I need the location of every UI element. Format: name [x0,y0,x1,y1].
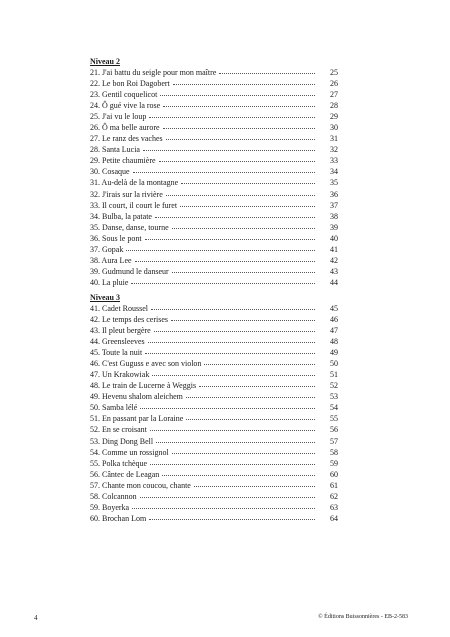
dot-leader [172,451,315,454]
toc-entry [90,100,338,111]
entry-title: 29. Petite chaumière [90,156,156,166]
entry-title: 58. Colcannon [90,491,137,501]
dot-leader [219,71,315,74]
dot-leader [160,93,315,96]
entry-page-number: 44 [330,277,338,287]
dot-leader [186,417,315,420]
copyright-notice: © Éditions Buissonnières - EB-2-583 [318,614,408,620]
toc-entry [90,491,338,502]
entry-page-number: 41 [330,244,338,254]
toc-entry [90,166,338,177]
entry-title: 54. Comme un rossignol [90,447,169,457]
entry-title: 30. Cosaque [90,167,130,177]
entry-page-number: 57 [330,436,338,446]
entry-title: 31. Au-delà de la montagne [90,178,179,188]
dot-leader [132,506,315,509]
toc-entry [90,336,338,347]
dot-leader [131,281,315,284]
dot-leader [199,384,315,387]
entry-page-number: 59 [330,458,338,468]
toc-entry [90,347,338,358]
entry-page-number: 27 [330,90,338,100]
table-of-contents [90,56,338,524]
toc-entry [90,480,338,491]
entry-title: 21. J'ai battu du seigle pour mon maître [90,68,217,77]
entry-title: 24. Ô gué vive la rose [90,101,161,111]
entry-page-number: 43 [330,266,338,276]
entry-page-number: 45 [330,303,338,313]
toc-entry [90,133,338,144]
entry-title: 50. Samba lélé [90,403,138,413]
dot-leader [150,428,315,431]
entry-title: 40. La pluie [90,277,129,287]
toc-entry [90,513,338,524]
entry-title: 43. Il pleut bergère [90,326,151,336]
dot-leader [194,484,315,487]
entry-title: 41. Cadet Roussel [90,303,148,313]
entry-title: 34. Bulba, la patate [90,211,152,221]
section-heading: Niveau 3 [90,292,120,302]
page-footer [34,614,408,622]
entry-title: 55. Polka tchèque [90,458,148,468]
entry-title: 44. Greensleeves [90,337,145,347]
dot-leader [163,126,315,129]
entry-page-number: 26 [330,79,338,89]
dot-leader [159,159,315,162]
page-number: 4 [34,614,38,622]
toc-entry [90,244,338,255]
dot-leader [204,362,315,365]
dot-leader [155,215,315,218]
entry-title: 25. J'ai vu le loup [90,112,147,122]
entry-title: 35. Danse, danse, tourne [90,222,169,232]
toc-entry [90,67,338,78]
dot-leader [140,406,315,409]
dot-leader [143,148,315,151]
entry-page-number: 29 [330,112,338,122]
entry-page-number: 51 [330,370,338,380]
entry-title: 51. En passant par la Loraine [90,414,184,424]
toc-entry [90,502,338,513]
entry-title: 57. Chante mon coucou, chante [90,480,191,490]
entry-title: 27. Le ranz des vaches [90,134,163,144]
entry-page-number: 37 [330,200,338,210]
entry-page-number: 49 [330,348,338,358]
entry-page-number: 47 [330,326,338,336]
toc-entry [90,458,338,469]
entry-title: 53. Ding Dong Bell [90,436,154,446]
entry-title: 39. Gudmund le danseur [90,266,169,276]
toc-entry [90,314,338,325]
toc-entry [90,413,338,424]
entry-title: 38. Aura Lee [90,255,132,265]
dot-leader [156,440,315,443]
entry-title: 56. Cântec de Leagan [90,469,160,479]
entry-title: 45. Toute la nuit [90,348,143,358]
dot-leader [133,170,315,173]
entry-title: 49. Hevenu shalom aleichem [90,392,183,402]
entry-page-number: 64 [330,513,338,523]
entry-page-number: 34 [330,167,338,177]
entry-page-number: 32 [330,145,338,155]
toc-entry [90,89,338,100]
toc-entry [90,211,338,222]
toc-entry [90,391,338,402]
dot-leader [148,340,315,343]
entry-title: 59. Boyerka [90,502,130,512]
entry-page-number: 60 [330,469,338,479]
dot-leader [166,137,315,140]
entry-page-number: 31 [330,134,338,144]
entry-page-number: 28 [330,101,338,111]
entry-title: 23. Gentil coquelicot [90,90,158,100]
entry-page-number: 30 [330,123,338,133]
toc-entry [90,144,338,155]
dot-leader [149,517,315,520]
entry-page-number: 42 [330,255,338,265]
entry-title: 48. Le train de Lucerne à Weggis [90,381,197,391]
entry-page-number: 53 [330,392,338,402]
entry-list [90,303,338,524]
entry-page-number: 25 [330,68,338,77]
entry-title: 32. J'irais sur la rivière [90,189,163,199]
entry-page-number: 61 [330,480,338,490]
dot-leader [172,226,315,229]
entry-title: 42. Le temps des cerises [90,314,168,324]
toc-entry [90,358,338,369]
entry-title: 52. En se croisant [90,425,147,435]
entry-page-number: 38 [330,211,338,221]
toc-entry [90,122,338,133]
toc-entry [90,177,338,188]
toc-entry [90,402,338,413]
toc-entry [90,303,338,314]
entry-page-number: 54 [330,403,338,413]
dot-leader [162,473,315,476]
dot-leader [140,495,315,498]
dot-leader [145,237,315,240]
dot-leader [151,307,315,310]
dot-leader [126,248,315,251]
toc-entry [90,469,338,480]
dot-leader [166,193,315,196]
section-niveau-3 [90,292,338,524]
dot-leader [145,351,315,354]
toc-entry [90,325,338,336]
dot-leader [135,259,315,262]
entry-page-number: 58 [330,447,338,457]
entry-page-number: 36 [330,189,338,199]
entry-title: 26. Ô ma belle aurore [90,123,160,133]
entry-page-number: 55 [330,414,338,424]
dot-leader [181,181,315,184]
toc-entry [90,78,338,89]
dot-leader [172,270,315,273]
entry-page-number: 33 [330,156,338,166]
entry-page-number: 40 [330,233,338,243]
entry-page-number: 39 [330,222,338,232]
entry-title: 22. Le bon Roi Dagobert [90,79,170,89]
toc-entry [90,111,338,122]
toc-entry [90,233,338,244]
entry-title: 46. C'est Guguss e avec son violon [90,359,202,369]
entry-title: 33. Il court, il court le furet [90,200,178,210]
dot-leader [154,329,315,332]
dot-leader [152,373,315,376]
entry-page-number: 50 [330,359,338,369]
entry-title: 28. Santa Lucia [90,145,140,155]
toc-entry [90,380,338,391]
toc-entry [90,155,338,166]
toc-entry [90,200,338,211]
entry-title: 47. Un Krakowiak [90,370,150,380]
toc-entry [90,436,338,447]
dot-leader [150,462,315,465]
toc-entry [90,277,338,288]
entry-page-number: 46 [330,314,338,324]
entry-list [90,67,338,288]
entry-page-number: 35 [330,178,338,188]
dot-leader [180,204,315,207]
toc-entry [90,369,338,380]
entry-page-number: 63 [330,502,338,512]
dot-leader [173,82,315,85]
toc-entry [90,424,338,435]
dot-leader [186,395,315,398]
toc-entry [90,189,338,200]
toc-entry [90,266,338,277]
toc-entry [90,447,338,458]
entry-page-number: 56 [330,425,338,435]
entry-title: 36. Sous le pont [90,233,142,243]
section-heading: Niveau 2 [90,57,120,66]
entry-page-number: 62 [330,491,338,501]
toc-entry [90,255,338,266]
section-niveau-2 [90,56,338,288]
entry-page-number: 48 [330,337,338,347]
entry-title: 60. Brochan Lom [90,513,147,523]
dot-leader [171,318,315,321]
dot-leader [149,115,315,118]
toc-entry [90,222,338,233]
dot-leader [163,104,315,107]
entry-title: 37. Gopak [90,244,124,254]
entry-page-number: 52 [330,381,338,391]
